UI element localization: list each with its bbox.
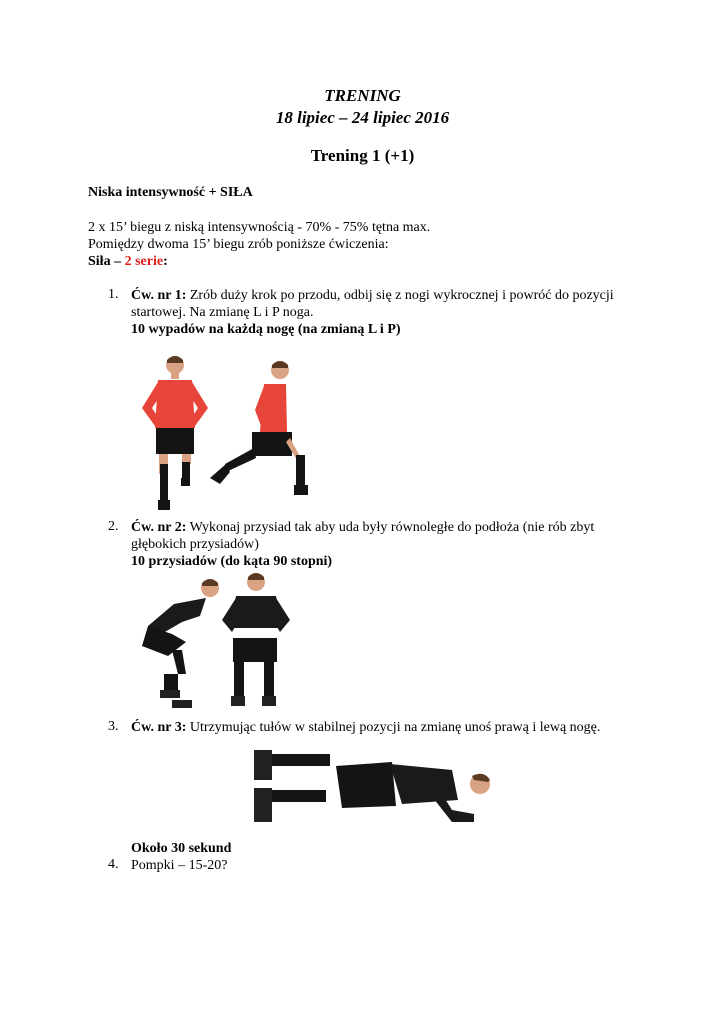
intro-heading: Niska intensywność + SIŁA <box>88 185 253 200</box>
strength-colon: : <box>163 254 168 269</box>
exercise-1-name: Ćw. nr 1: <box>131 288 187 303</box>
intro-line-1: 2 x 15’ biegu z niską intensywnością - 70% - 75% tętna max. <box>88 220 431 235</box>
exercise-2-desc <box>131 519 594 536</box>
exercise-3-desc <box>131 719 600 736</box>
exercise-3-number: 3. <box>108 719 119 734</box>
exercise-2-reps: 10 przysiadów (do kąta 90 stopni) <box>131 554 333 569</box>
plank-illustration <box>252 748 492 834</box>
session-title: Trening 1 (+1) <box>310 146 415 165</box>
lunge-illustration <box>130 350 330 518</box>
strength-sets: 2 serie <box>124 254 164 269</box>
document-title: TRENING <box>324 86 401 105</box>
date-range: 18 lipiec – 24 lipiec 2016 <box>275 108 450 127</box>
squat-front-athlete <box>222 573 290 706</box>
exercise-1-desc-line-1: Zrób duży krok po przodu, odbij się z nogi wykrocznej i powróć do pozycji <box>186 288 614 303</box>
squat-illustration <box>138 570 300 718</box>
squat-side-athlete <box>142 579 219 708</box>
intro-line-2: Pomiędzy dwoma 15’ biegu zrób poniższe ćwiczenia: <box>88 237 389 252</box>
exercise-4-number: 4. <box>108 857 119 872</box>
exercise-1-desc <box>131 287 614 304</box>
exercise-2-desc-line-1: Wykonaj przysiad tak aby uda były równoległe do podłoża (nie rób zbyt <box>186 520 595 535</box>
strength-line <box>88 253 168 270</box>
exercise-4-desc: Pompki – 15-20? <box>131 858 228 873</box>
exercise-2-desc-line-2: głębokich przysiadów) <box>131 537 259 552</box>
standing-athlete <box>142 356 208 510</box>
exercise-1-number: 1. <box>108 287 119 302</box>
exercise-1-reps: 10 wypadów na każdą nogę (na zmianą L i P) <box>131 322 401 337</box>
exercise-2-name: Ćw. nr 2: <box>131 520 187 535</box>
exercise-1-desc-line-2: startowej. Na zmianę L i P noga. <box>131 305 314 320</box>
strength-label: Siła – <box>88 254 125 269</box>
exercise-3-desc-line-1: Utrzymując tułów w stabilnej pozycji na zmianę unoś prawą i lewą nogę. <box>186 720 601 735</box>
exercise-3-name: Ćw. nr 3: <box>131 720 187 735</box>
plank-athlete <box>254 750 490 822</box>
exercise-2-number: 2. <box>108 519 119 534</box>
exercise-3-reps: Około 30 sekund <box>131 841 232 856</box>
lunging-athlete <box>210 361 308 495</box>
